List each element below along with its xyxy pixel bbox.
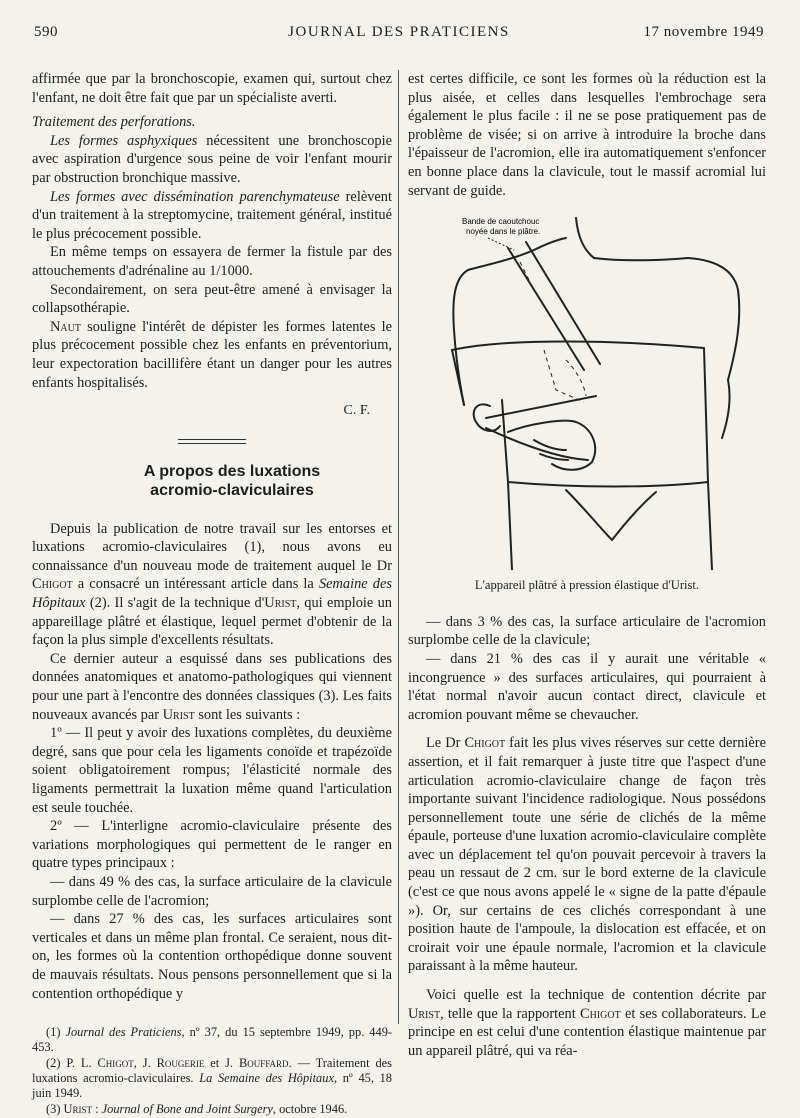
paragraph: Naut souligne l'intérêt de dépister les formes latentes le plus précocement possible chez les enfants en préventorium, leur expectoration bacillifère étant un danger pour les autres enfants hospitalisés. [32,318,392,391]
figure-label: Bande de caoutchouc [462,217,540,227]
plaster-cast-illustration [416,210,766,570]
column-divider [398,70,399,1024]
paragraph: — dans 27 % des cas, les surfaces articulaires sont verticales et dans un même plan frontal. Ce seraient, nous dit-on, les formes où la contention orthopédique donne souvent de mauvais résultats. Nous pensons personnellement que si la contention orthopédique y [32,911,392,1002]
paragraph: est certes difficile, ce sont les formes où la réduction est la plus aisée, et celles dans lesquelles l'embrochage sera également le plus facile : il ne se pose pratiquement pas de problème de visée; si on arrive à introduire la broche dans l'épaisseur de l'acromion, elle ira automatiquement s'enfoncer en bonne place dans la clavicule, tout le massif acromial lui servant de guide. [408,71,766,199]
footnotes [32,1025,392,1117]
paragraph: Depuis la publication de notre travail sur les entorses et luxations acromio-claviculaires (1), nous avons eu connaissance d'un nouveau mode de traitement auquel le Dr Chigot a consacré un intéressant article dans la Semaine des Hôpitaux (2). Il s'agit de la technique d'Urist, qui emploie un appareillage plâtré et élastique, lequel permet d'obtenir de la façon la plus simple d'excellents résultats. [32,520,392,649]
page-number: 590 [34,24,58,40]
section-separator [178,439,246,444]
figure-label: noyée dans le plâtre. [466,227,541,237]
journal-title: JOURNAL DES PRATICIENS [288,24,510,40]
section-heading: Traitement des perforations. [32,114,196,131]
paragraph: Le Dr Chigot fait les plus vives réserves sur cette dernière assertion, et il fait remarquer à juste titre que l'aspect d'une articulation acromio-claviculaire change de façon très importante suivant l'incidence radiologique. Nous possédons personnellement toute une série de clichés de la même épaule, porteuse d'une luxation acromio-claviculaire complète avec un déplacement tel qu'on pouvait percevoir à travers la peau un ressaut de 2 cm. sur le bord externe de la clavicule (c'est ce que nous avons appelé le « signe de la patte d'épaule »). Or, sur certains de ces clichés correspondant à une position haute de l'ampoule, la dislocation est effacée, et on croirait voir une épaule normale, l'acromion et la clavicule paraissant à la même hauteur. [408,735,766,975]
paragraph: Secondairement, on sera peut-être amené à envisager la collapsothérapie. [32,281,392,317]
illustration [416,210,766,570]
left-column [32,70,392,1118]
paragraph: — dans 49 % des cas, la surface articulaire de la clavicule surplombe celle de l'acromion; [32,873,392,909]
paragraph: Les formes avec dissémination parenchymateuse relèvent d'un traitement à la streptomycine, traitement général, institué le plus précocement possible. [32,188,392,242]
paragraph: Les formes asphyxiques nécessitent une bronchoscopie avec aspiration d'urgence sous peine de voir l'enfant mourir par obstruction bronchique massive. [32,132,392,186]
paragraph: 2º — L'interligne acromio-claviculaire présente des variations morphologiques qui permettent de le ranger en quatre types principaux : [32,818,392,872]
article-title: A propos des luxations acromio-claviculaires [143,462,321,499]
paragraph: — dans 21 % des cas il y aurait une véritable « incongruence » des surfaces articulaires, qui pourraient à l'état normal n'avoir aucun contact direct, clavicule et acromion pouvant même se chevaucher. [408,650,766,723]
issue-date: 17 novembre 1949 [643,24,764,40]
paragraph: En même temps on essayera de fermer la fistule par des attouchements d'adrénaline au 1/1000. [32,244,392,279]
right-column [408,70,766,1060]
paragraph: — dans 3 % des cas, la surface articulaire de l'acromion surplombe celle de la clavicule; [408,613,766,649]
paragraph: affirmée que par la bronchoscopie, examen qui, surtout chez l'enfant, ne doit être fait que par un spécialiste averti. [32,71,392,106]
signature: C. F. [343,403,370,419]
paragraph: Voici quelle est la technique de contention décrite par Urist, telle que la rapportent Chigot et ses collaborateurs. Le principe en est celui d'une contention élastique maintenue par un appareil plâtré, qui va réa- [408,987,766,1059]
footnote: (2) P. L. Chigot, J. Rougerie et J. Bouffard. — Traitement des luxations acromio-claviculaires. La Semaine des Hôpitaux, nº 45, 18 juin 1949. [32,1056,392,1101]
footnote: (1) Journal des Praticiens, nº 37, du 15 septembre 1949, pp. 449-453. [32,1025,393,1055]
paragraph: 1º — Il peut y avoir des luxations complètes, du deuxième degré, sans que pour cela les ligaments conoïde et trapézoïde soient obligatoirement rompus; l'élasticité normale des ligaments permettrait la luxation même quand l'articulation est seule touchée. [32,725,392,816]
page-header [34,24,764,48]
figure-caption: L'appareil plâtré à pression élastique d'Urist. [474,578,700,593]
paragraph: Ce dernier auteur a esquissé dans ses publications des données anatomiques et anatomo-pathologiques qui viennent pour une part à l'encontre des données classiques (3). Les faits nouveaux avancés par Urist sont les suivants : [32,650,392,723]
footnote: (3) Urist : Journal of Bone and Joint Surgery, octobre 1946. [46,1102,348,1117]
